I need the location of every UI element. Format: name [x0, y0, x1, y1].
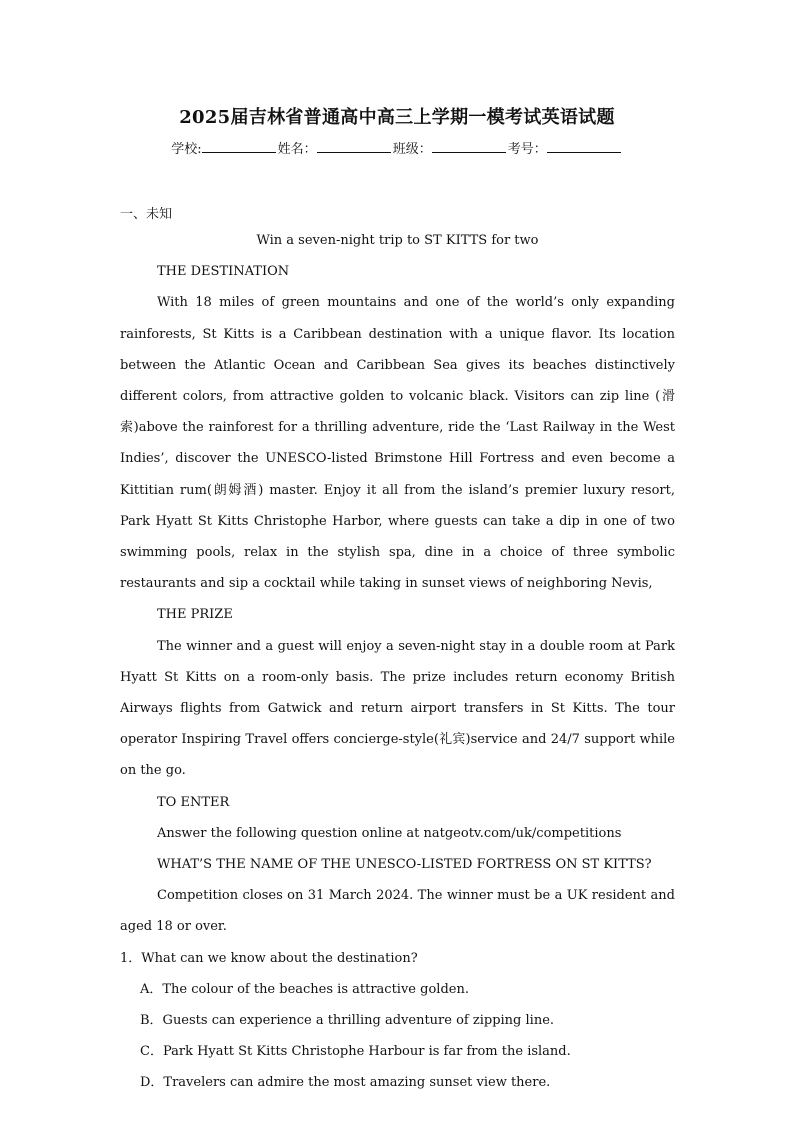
name-blank[interactable] — [317, 140, 391, 153]
prize-heading: THE PRIZE — [157, 607, 233, 623]
reading-passage — [120, 225, 675, 1099]
school-label: 学校: — [171, 142, 202, 157]
option-d[interactable]: D．Travelers can admire the most amazing sunset view there. — [140, 1075, 551, 1091]
option-c[interactable]: C．Park Hyatt St Kitts Christophe Harbour is far from the island. — [140, 1044, 571, 1060]
enter-paragraph: Answer the following question online at natgeotv.com/uk/competitions — [157, 825, 622, 841]
exam-number-blank[interactable] — [547, 140, 621, 153]
question-stem: 1．What can we know about the destination? — [120, 950, 418, 966]
destination-heading: THE DESTINATION — [157, 264, 290, 280]
competition-question: WHAT’S THE NAME OF THE UNESCO-LISTED FORTRESS ON ST KITTS? — [157, 857, 652, 873]
prize-paragraph: The winner and a guest will enjoy a seven-night stay in a double room at Park Hyatt St Kitts on a room-only basis. The prize includes return economy British Airways flights from Gatwick and return airport transfers in St Kitts. The tour operator Inspiring Travel offers concierge-style(礼宾)service and 24/7 support while on the go. — [120, 638, 675, 779]
passage-headline: Win a seven-night trip to ST KITTS for two — [256, 233, 539, 248]
name-label: 姓名： — [277, 142, 317, 157]
school-blank[interactable] — [202, 140, 276, 153]
exam-number-label: 考号： — [507, 142, 547, 157]
option-b[interactable]: B．Guests can experience a thrilling adventure of zipping line. — [140, 1013, 555, 1029]
section-label: 一、未知 — [120, 207, 173, 222]
destination-paragraph: With 18 miles of green mountains and one of the world’s only expanding rainforests, St Kitts is a Caribbean destination with a unique flavor. Its location between the Atlantic Ocean and Caribbean Sea gives its beaches distinctively different colors, from attractive golden to volcanic black. Visitors can zip line (滑索)above the rainforest for a thrilling adventure, ride the ‘Last Railway in the West Indies’, discover the UNESCO-listed Brimstone Hill Fortress and even become a Kittitian rum(朗姆酒) master. Enjoy it all from the island’s premier luxury resort, Park Hyatt St Kitts Christophe Harbor, where guests can take a dip in one of two swimming pools, relax in the stylish spa, dine in a choice of three symbolic restaurants and sip a cocktail while taking in sunset views of neighboring Nevis, — [120, 295, 675, 592]
class-blank[interactable] — [432, 140, 506, 153]
class-label: 班级： — [392, 142, 432, 157]
enter-heading: TO ENTER — [157, 794, 230, 810]
closing-paragraph: Competition closes on 31 March 2024. The winner must be a UK resident and aged 18 or over. — [120, 888, 675, 935]
page-title: 2025届吉林省普通高中高三上学期一模考试英语试题 — [179, 107, 615, 128]
option-a[interactable]: A．The colour of the beaches is attractive golden. — [140, 981, 469, 997]
student-info-line — [0, 138, 794, 157]
